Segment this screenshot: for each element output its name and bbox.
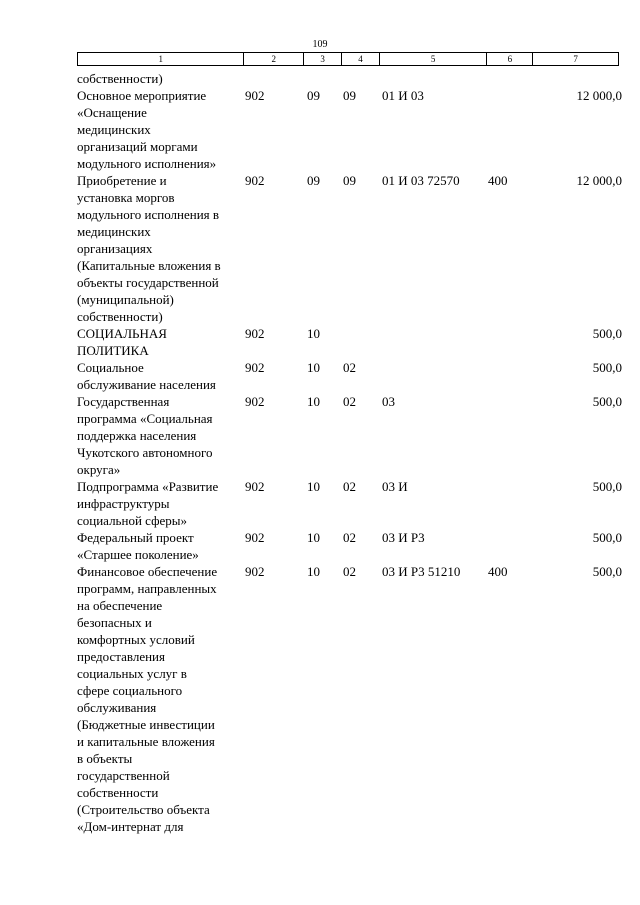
header-col-2: 2 xyxy=(244,53,304,65)
table-row xyxy=(77,478,622,529)
header-col-5: 5 xyxy=(380,53,488,65)
row-name-line: поддержка населения xyxy=(77,428,197,443)
page-number: 109 xyxy=(312,39,328,50)
cell-c2: 902 xyxy=(245,88,265,103)
row-name xyxy=(77,70,244,87)
row-name-line: Социальное xyxy=(77,360,144,375)
cell-c3: 10 xyxy=(307,479,320,494)
cell-c4: 02 xyxy=(343,530,356,545)
row-name-line: ПОЛИТИКА xyxy=(77,343,149,358)
row-name xyxy=(77,325,244,359)
cell-c7: 500,0 xyxy=(592,479,622,494)
row-name-line: и капитальные вложения xyxy=(77,734,215,749)
table-row xyxy=(77,325,622,359)
table-body xyxy=(77,70,622,835)
cell-c2: 902 xyxy=(245,564,265,579)
row-name-line: медицинских xyxy=(77,122,151,137)
row-name-line: модульного исполнения в xyxy=(77,207,220,222)
row-name-line: Федеральный проект xyxy=(77,530,194,545)
row-name-line: Финансовое обеспечение xyxy=(77,564,218,579)
row-name-line: программ, направленных xyxy=(77,581,217,596)
cell-c7: 12 000,0 xyxy=(576,88,622,103)
cell-c4: 09 xyxy=(343,173,356,188)
cell-c5: 03 И xyxy=(382,479,408,494)
row-name-line: СОЦИАЛЬНАЯ xyxy=(77,326,167,341)
row-name-line: государственной xyxy=(77,768,170,783)
table-row xyxy=(77,563,622,835)
cell-c2: 902 xyxy=(245,530,265,545)
row-name-line: (Капитальные вложения в xyxy=(77,258,221,273)
cell-c2: 902 xyxy=(245,173,265,188)
row-name-line: «Дом-интернат для xyxy=(77,819,184,834)
table-row xyxy=(77,70,622,87)
table-row xyxy=(77,359,622,393)
row-name-line: организациях xyxy=(77,241,153,256)
row-name-line: безопасных и xyxy=(77,615,152,630)
cell-c7: 12 000,0 xyxy=(576,173,622,188)
row-name-line: «Старшее поколение» xyxy=(77,547,199,562)
cell-c3: 10 xyxy=(307,326,320,341)
row-name-line: обслуживание населения xyxy=(77,377,216,392)
table-row xyxy=(77,87,622,172)
cell-c3: 09 xyxy=(307,88,320,103)
row-name-line: собственности) xyxy=(77,71,163,86)
row-name-line: на обеспечение xyxy=(77,598,163,613)
cell-c5: 03 И Р3 51210 xyxy=(382,564,461,579)
row-name xyxy=(77,393,244,478)
row-name-line: (муниципальной) xyxy=(77,292,174,307)
cell-c3: 10 xyxy=(307,530,320,545)
row-name xyxy=(77,359,244,393)
row-name-line: в объекты xyxy=(77,751,133,766)
header-col-4: 4 xyxy=(342,53,380,65)
cell-c7: 500,0 xyxy=(592,564,622,579)
cell-c4: 09 xyxy=(343,88,356,103)
row-name-line: Чукотского автономного xyxy=(77,445,213,460)
header-col-7: 7 xyxy=(573,54,578,64)
header-col-6: 6 xyxy=(487,53,533,65)
cell-c2: 902 xyxy=(245,360,265,375)
row-name-line: объекты государственной xyxy=(77,275,219,290)
cell-c5: 03 И Р3 xyxy=(382,530,425,545)
row-name-line: программа «Социальная xyxy=(77,411,213,426)
header-col-3: 3 xyxy=(304,53,342,65)
cell-c4: 02 xyxy=(343,394,356,409)
cell-c6: 400 xyxy=(488,564,508,579)
row-name-line: (Бюджетные инвестиции xyxy=(77,717,215,732)
table-row xyxy=(77,172,622,325)
row-name-line: округа» xyxy=(77,462,121,477)
cell-c7: 500,0 xyxy=(592,530,622,545)
cell-c7: 500,0 xyxy=(592,360,622,375)
cell-c3: 09 xyxy=(307,173,320,188)
row-name-line: предоставления xyxy=(77,649,165,664)
row-name-line: инфраструктуры xyxy=(77,496,170,511)
row-name-line: комфортных условий xyxy=(77,632,195,647)
cell-c3: 10 xyxy=(307,360,320,375)
cell-c5: 01 И 03 xyxy=(382,88,424,103)
cell-c2: 902 xyxy=(245,394,265,409)
row-name-line: собственности xyxy=(77,785,159,800)
table-row xyxy=(77,393,622,478)
row-name xyxy=(77,563,244,835)
row-name xyxy=(77,87,244,172)
cell-c4: 02 xyxy=(343,564,356,579)
row-name-line: социальных услуг в xyxy=(77,666,187,681)
row-name-line: (Строительство объекта xyxy=(77,802,210,817)
cell-c7: 500,0 xyxy=(592,326,622,341)
row-name-line: социальной сферы» xyxy=(77,513,188,528)
row-name-line: Приобретение и xyxy=(77,173,167,188)
cell-c3: 10 xyxy=(307,564,320,579)
header-col-1: 1 xyxy=(78,53,244,65)
cell-c3: 10 xyxy=(307,394,320,409)
row-name-line: Государственная xyxy=(77,394,170,409)
row-name-line: организаций моргами xyxy=(77,139,198,154)
row-name-line: обслуживания xyxy=(77,700,157,715)
row-name-line: установка моргов xyxy=(77,190,175,205)
cell-c7: 500,0 xyxy=(592,394,622,409)
table-header xyxy=(77,52,619,66)
row-name-line: Подпрограмма «Развитие xyxy=(77,479,219,494)
table-row xyxy=(77,529,622,563)
row-name-line: собственности) xyxy=(77,309,163,324)
cell-c4: 02 xyxy=(343,360,356,375)
cell-c4: 02 xyxy=(343,479,356,494)
row-name-line: Основное мероприятие xyxy=(77,88,207,103)
cell-c6: 400 xyxy=(488,173,508,188)
row-name xyxy=(77,478,244,529)
row-name-line: медицинских xyxy=(77,224,151,239)
row-name-line: модульного исполнения» xyxy=(77,156,217,171)
row-name-line: «Оснащение xyxy=(77,105,147,120)
row-name-line: сфере социального xyxy=(77,683,183,698)
row-name xyxy=(77,529,244,563)
cell-c2: 902 xyxy=(245,479,265,494)
cell-c5: 03 xyxy=(382,394,395,409)
row-name xyxy=(77,172,244,325)
cell-c2: 902 xyxy=(245,326,265,341)
cell-c5: 01 И 03 72570 xyxy=(382,173,460,188)
